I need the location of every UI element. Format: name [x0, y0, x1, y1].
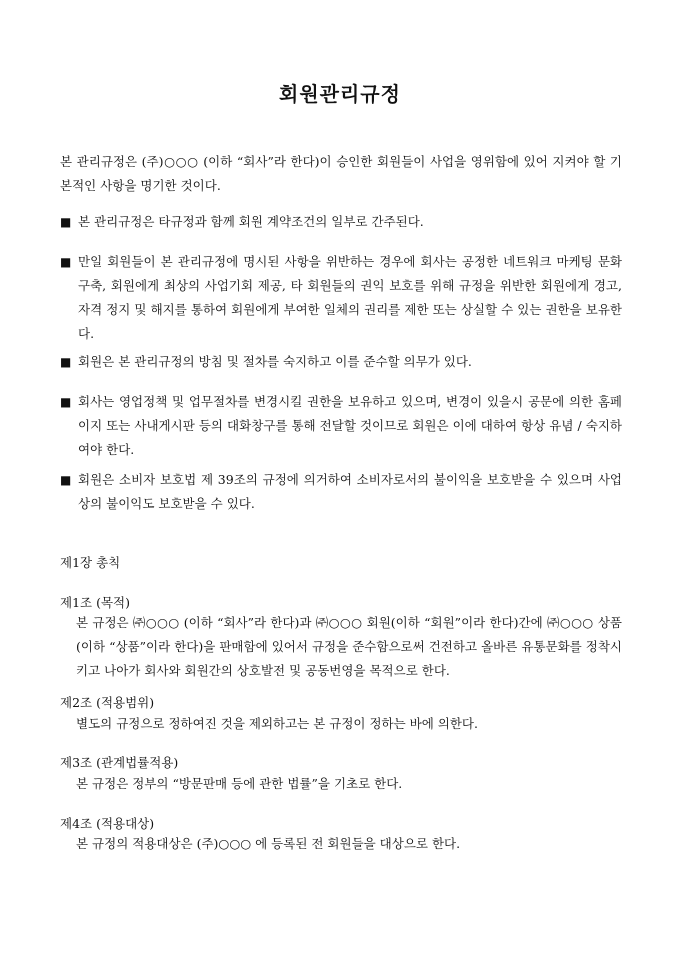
article-body: 본 규정의 적용대상은 (주)○○○ 에 등록된 전 회원들을 대상으로 한다.	[76, 836, 461, 851]
bullet-item	[60, 468, 622, 516]
square-bullet-icon: ■	[60, 355, 72, 369]
bullet-text: 회사는 영업정책 및 업무절차를 변경시킬 권한을 보유하고 있으며, 변경이 있을시 공문에 의한 홈페이지 또는 사내게시판 등의 대화창구를 통해 전달할 것이므로 회원은 이에 대하여 항상 유념 / 숙지하여야 한다.	[78, 394, 622, 457]
article-body: 본 규정은 정부의 “방문판매 등에 관한 법률”을 기초로 한다.	[76, 776, 403, 791]
bullet-text: 본 관리규정은 타규정과 함께 회원 계약조건의 일부로 간주된다.	[78, 214, 424, 229]
square-bullet-icon: ■	[60, 215, 72, 229]
bullet-item	[60, 210, 622, 234]
square-bullet-icon: ■	[60, 255, 72, 269]
bullet-item	[60, 250, 622, 346]
document-title: 회원관리규정	[279, 82, 401, 106]
chapter-heading: 제1장 총칙	[60, 555, 121, 570]
article-heading: 제2조 (적용범위)	[60, 695, 155, 710]
square-bullet-icon: ■	[60, 473, 72, 487]
article-heading: 제4조 (적용대상)	[60, 816, 155, 831]
article-heading: 제3조 (관계법률적용)	[60, 755, 179, 770]
bullet-text: 만일 회원들이 본 관리규정에 명시된 사항을 위반하는 경우에 회사는 공정한 네트워크 마케팅 문화 구축, 회원에게 최상의 사업기회 제공, 타 회원들의 권익 보호를 위해 규정을 위반한 회원에게 경고, 자격 정지 및 해지를 통하여 회원에게 부여한 일체의 권리를 제한 또는 상실할 수 있는 권한을 보유한다.	[78, 254, 622, 341]
bullet-text: 회원은 소비자 보호법 제 39조의 규정에 의거하여 소비자로서의 불이익을 보호받을 수 있으며 사업상의 불이익도 보호받을 수 있다.	[78, 472, 622, 511]
square-bullet-icon: ■	[60, 395, 72, 409]
article-heading: 제1조 (목적)	[60, 595, 130, 610]
article-body: 본 규정은 ㈜○○○ (이하 “회사”라 한다)과 ㈜○○○ 회원(이하 “회원”이라 한다)간에 ㈜○○○ 상품 (이하 “상품”이라 한다)을 판매함에 있어서 규정을 준수함으로써 건전하고 올바른 유통문화를 정착시키고 나아가 회사와 회원간의 상호발전 및 공동번영을 목적으로 한다.	[76, 615, 622, 678]
bullet-text: 회원은 본 관리규정의 방침 및 절차를 숙지하고 이를 준수할 의무가 있다.	[78, 354, 472, 369]
intro-paragraph: 본 관리규정은 (주)○○○ (이하 “회사”라 한다)이 승인한 회원들이 사업을 영위함에 있어 지켜야 할 기본적인 사항을 명기한 것이다.	[60, 154, 622, 193]
bullet-item	[60, 350, 622, 374]
bullet-item	[60, 390, 622, 462]
article-body: 별도의 규정으로 정하여진 것을 제외하고는 본 규정이 정하는 바에 의한다.	[76, 716, 478, 731]
